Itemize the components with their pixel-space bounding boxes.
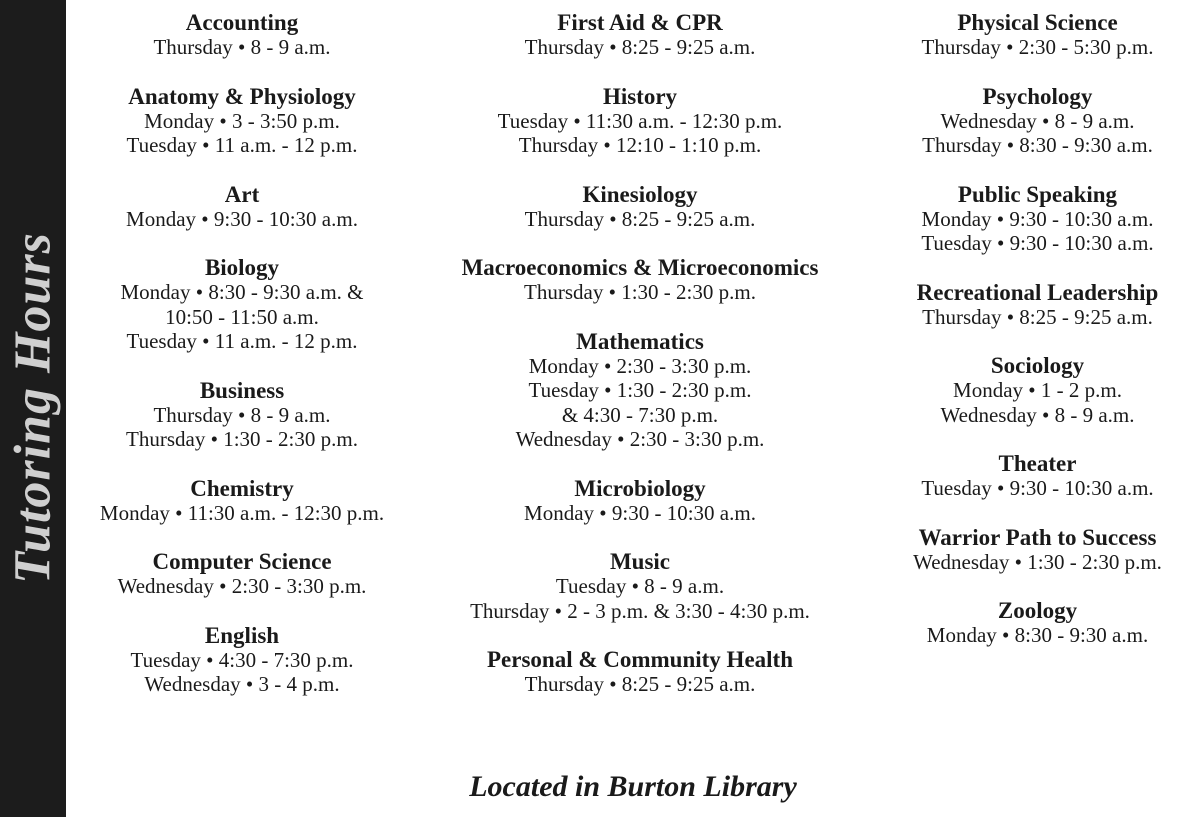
subject-block — [80, 84, 404, 158]
subject-block — [80, 182, 404, 232]
subject-name: Theater — [998, 451, 1077, 476]
session-time: Wednesday • 8 - 9 a.m. — [940, 402, 1135, 427]
subject-block — [440, 329, 840, 452]
location-note: Located in Burton Library — [469, 770, 797, 803]
sidebar-banner — [0, 0, 66, 817]
session-time: Tuesday • 4:30 - 7:30 p.m. — [130, 647, 354, 672]
session-time: Tuesday • 1:30 - 2:30 p.m. — [528, 378, 752, 402]
subject-block — [440, 10, 840, 60]
session-time: Thursday • 1:30 - 2:30 p.m. — [524, 280, 756, 304]
session-time: Thursday • 8:25 - 9:25 a.m. — [922, 304, 1153, 329]
schedule-column-1 — [80, 10, 404, 721]
schedule-column-3 — [890, 10, 1185, 672]
subject-name: History — [602, 83, 678, 109]
session-time: Wednesday • 2:30 - 3:30 p.m. — [515, 427, 765, 451]
subject-name: Computer Science — [152, 549, 332, 574]
subject-name: Microbiology — [574, 475, 706, 501]
session-time: Tuesday • 9:30 - 10:30 a.m. — [921, 476, 1154, 500]
session-time: Tuesday • 9:30 - 10:30 a.m. — [921, 231, 1154, 255]
subject-block — [80, 549, 404, 599]
session-time: 10:50 - 11:50 a.m. — [165, 304, 319, 329]
subject-block — [890, 280, 1185, 330]
subject-name: Physical Science — [957, 10, 1118, 35]
subject-block — [890, 353, 1185, 427]
session-time: Thursday • 8 - 9 a.m. — [153, 402, 331, 427]
session-time: Monday • 8:30 - 9:30 a.m. & — [120, 280, 364, 304]
subject-name: Chemistry — [190, 475, 294, 501]
session-time: Monday • 3 - 3:50 p.m. — [144, 108, 340, 133]
session-time: Thursday • 8:25 - 9:25 a.m. — [524, 206, 756, 231]
session-time: Wednesday • 3 - 4 p.m. — [144, 672, 340, 696]
session-time: Monday • 2:30 - 3:30 p.m. — [528, 353, 752, 378]
subject-block — [80, 10, 404, 60]
subject-name: Zoology — [997, 598, 1078, 623]
session-time: & 4:30 - 7:30 p.m. — [561, 402, 719, 427]
subject-block — [890, 525, 1185, 575]
session-time: Wednesday • 2:30 - 3:30 p.m. — [117, 574, 367, 598]
session-time: Thursday • 2:30 - 5:30 p.m. — [921, 35, 1154, 59]
subject-block — [440, 255, 840, 305]
session-time: Thursday • 8 - 9 a.m. — [153, 35, 331, 59]
subject-name: Psychology — [982, 83, 1093, 109]
session-time: Thursday • 12:10 - 1:10 p.m. — [518, 133, 762, 157]
subject-name: Kinesiology — [582, 181, 698, 207]
subject-name: Anatomy & Physiology — [128, 83, 356, 109]
subject-block — [440, 549, 840, 623]
session-time: Monday • 9:30 - 10:30 a.m. — [524, 500, 756, 525]
subject-name: Accounting — [185, 10, 299, 35]
subject-block — [80, 476, 404, 526]
session-time: Thursday • 8:25 - 9:25 a.m. — [524, 672, 756, 696]
subject-name: Public Speaking — [957, 181, 1118, 207]
subject-block — [440, 476, 840, 526]
subject-name: Sociology — [990, 353, 1085, 378]
session-time: Thursday • 8:30 - 9:30 a.m. — [922, 133, 1153, 157]
subject-block — [890, 182, 1185, 256]
subject-name: Mathematics — [576, 328, 704, 354]
subject-block — [80, 623, 404, 697]
session-time: Wednesday • 8 - 9 a.m. — [940, 108, 1135, 133]
subject-block — [440, 647, 840, 697]
session-time: Thursday • 2 - 3 p.m. & 3:30 - 4:30 p.m. — [470, 598, 810, 623]
session-time: Monday • 11:30 a.m. - 12:30 p.m. — [99, 500, 385, 525]
subject-name: English — [204, 622, 280, 648]
subject-name: Biology — [204, 255, 280, 280]
subject-block — [440, 84, 840, 158]
sidebar-title: Tutoring Hours — [4, 232, 62, 584]
session-time: Monday • 9:30 - 10:30 a.m. — [126, 206, 358, 231]
session-time: Tuesday • 11:30 a.m. - 12:30 p.m. — [497, 108, 783, 133]
subject-name: Art — [224, 181, 260, 207]
schedule-column-2 — [440, 10, 840, 721]
session-time: Wednesday • 1:30 - 2:30 p.m. — [913, 549, 1162, 574]
subject-name: Recreational Leadership — [916, 279, 1159, 305]
subject-name: Personal & Community Health — [486, 647, 793, 672]
session-time: Thursday • 1:30 - 2:30 p.m. — [126, 427, 358, 451]
subject-block — [890, 10, 1185, 60]
session-time: Thursday • 8:25 - 9:25 a.m. — [524, 35, 756, 59]
session-time: Monday • 8:30 - 9:30 a.m. — [926, 623, 1149, 647]
subject-name: Music — [609, 549, 671, 574]
session-time: Tuesday • 11 a.m. - 12 p.m. — [126, 133, 358, 157]
subject-block — [890, 451, 1185, 501]
subject-name: Macroeconomics & Microeconomics — [461, 255, 819, 280]
session-time: Tuesday • 11 a.m. - 12 p.m. — [126, 329, 358, 353]
subject-block — [440, 182, 840, 232]
subject-name: First Aid & CPR — [557, 10, 723, 35]
session-time: Monday • 9:30 - 10:30 a.m. — [921, 206, 1154, 231]
subject-name: Warrior Path to Success — [918, 524, 1157, 550]
subject-block — [890, 84, 1185, 158]
subject-name: Business — [199, 377, 285, 403]
subject-block — [890, 598, 1185, 648]
subject-block — [80, 378, 404, 452]
session-time: Monday • 1 - 2 p.m. — [953, 378, 1122, 402]
subject-block — [80, 255, 404, 354]
session-time: Tuesday • 8 - 9 a.m. — [555, 574, 725, 598]
